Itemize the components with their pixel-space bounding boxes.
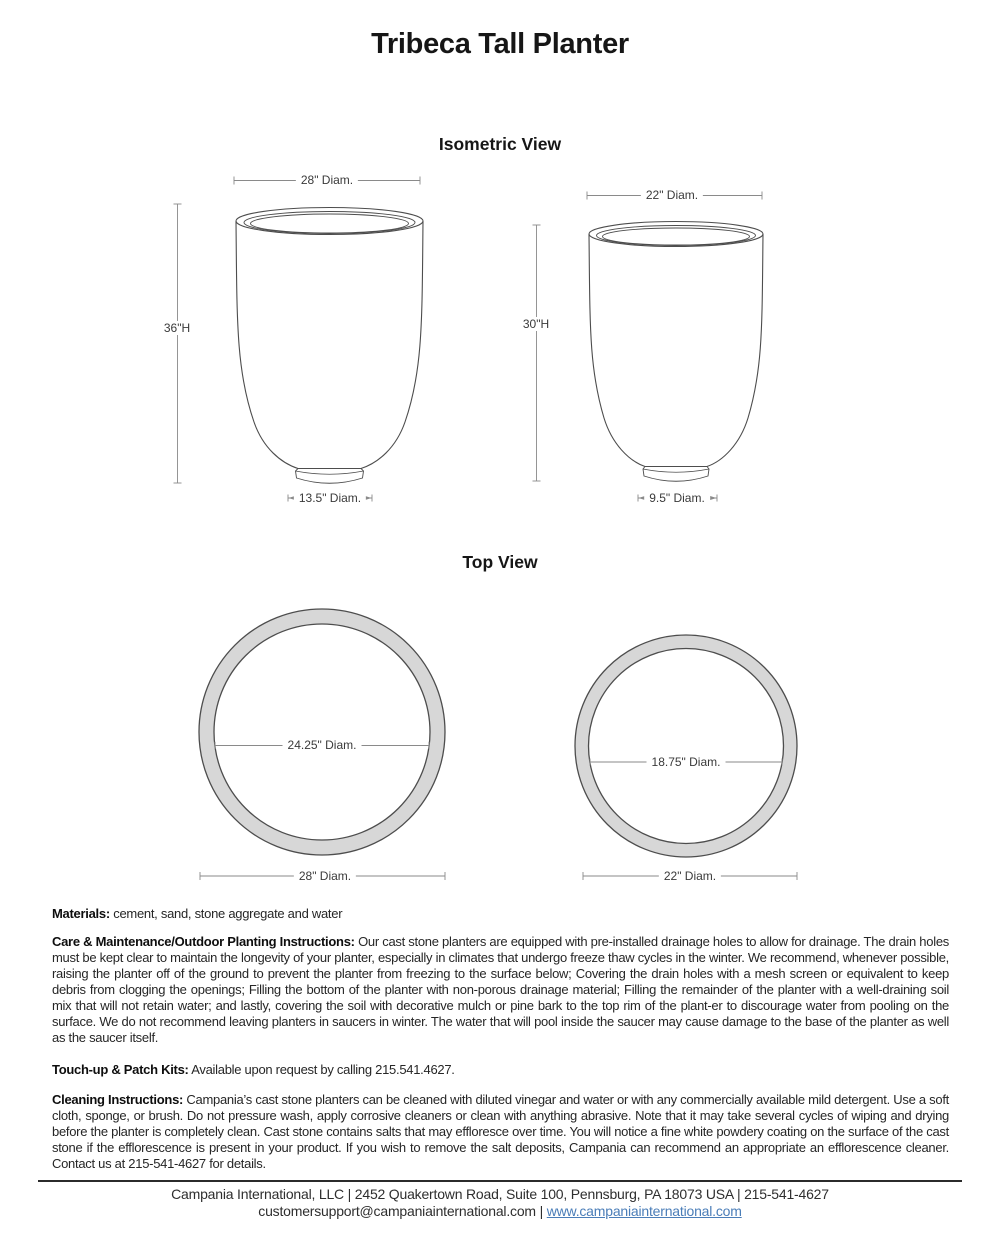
dim-label-small-outer-diameter: 22" Diam.: [659, 869, 721, 883]
small-planter-dimension-lines: [533, 192, 763, 502]
top-view-heading: Top View: [462, 552, 538, 572]
footer-company-line: Campania International, LLC | 2452 Quakertown Road, Suite 100, Pennsburg, PA 18073 USA | 215-541-4627: [171, 1186, 829, 1202]
cleaning-paragraph: [52, 1092, 949, 1172]
footer-separator: |: [539, 1203, 544, 1219]
dim-label-small-top-diameter: 22" Diam.: [641, 188, 703, 202]
dim-label-large-outer-diameter: 28" Diam.: [294, 869, 356, 883]
footer-website-link[interactable]: www.campaniainternational.com: [546, 1203, 742, 1219]
touchup-paragraph: [52, 1062, 949, 1078]
materials-paragraph: [52, 906, 949, 922]
touchup-label: Touch-up & Patch Kits:: [52, 1062, 189, 1077]
footer-email: customersupport@campaniainternational.com: [258, 1203, 536, 1219]
care-maintenance-text: Our cast stone planters are equipped with pre-installed drainage holes to allow for drainage. The drain holes must be kept clear to maintain the longevity of your planter, especially in climates that undergo freeze thaw cycles in the winter. We recommend, whenever possible, raising the planter off of the ground to prevent the planter from freezing to the surface below; Covering the drain holes with a mesh screen or equivalent to keep debris from clogging the openings; Filling the bottom of the planter with non-porous drainage material; Filling the remainder of the planter with a well-draining soil mix that will not retain water; and lastly, covering the soil with decorative mulch or pine bark to the top rim of the plant-er to discourage water from pooling on the surface. We do not recommend leaving planters in saucers in winter. The water that will pool inside the saucer may cause damage to the base of the planter as well as the saucer itself.: [52, 934, 949, 1045]
large-planter-drawing: [236, 208, 423, 484]
materials-label: Materials:: [52, 906, 110, 921]
dim-label-large-top-diameter: 28" Diam.: [296, 173, 358, 187]
large-planter-dimension-lines: [174, 177, 421, 502]
cleaning-text: Campania’s cast stone planters can be cleaned with diluted vinegar and water or with any commercially available mild detergent. Use a soft cloth, sponge, or brush. Do not pressure wash, apply corrosive cleaners or clean with anything abrasive. Note that it may take several cycles of wiping and drying before the planter is completely clean. Cast stone contains salts that may effloresce over time. You will notice a fine white powdery coating on the surface of the cast stone if the efflorescence is present in your product. If you wish to remove the salt deposits, Campania can recommend an appropriate an efflorescence cleaner. Contact us at 215-541-4627 for details.: [52, 1092, 949, 1171]
touchup-text: Available upon request by calling 215.541.4627.: [191, 1062, 455, 1077]
footer-divider: [38, 1180, 962, 1182]
care-maintenance-label: Care & Maintenance/Outdoor Planting Instructions:: [52, 934, 355, 949]
care-maintenance-paragraph: [52, 934, 949, 1046]
dim-label-large-inner-diameter: 24.25" Diam.: [283, 738, 362, 752]
cleaning-label: Cleaning Instructions:: [52, 1092, 184, 1107]
dim-label-small-height: 30"H: [518, 317, 554, 331]
isometric-view-heading: Isometric View: [438, 134, 562, 154]
dim-label-small-inner-diameter: 18.75" Diam.: [647, 755, 726, 769]
page-title: Tribeca Tall Planter: [371, 28, 629, 60]
small-planter-drawing: [589, 222, 763, 482]
dim-label-large-height: 36"H: [159, 321, 195, 335]
materials-text: cement, sand, stone aggregate and water: [113, 906, 343, 921]
dim-label-small-bottom-diameter: 9.5" Diam.: [644, 491, 710, 505]
footer-contact-line: [0, 1203, 1000, 1219]
dim-label-large-bottom-diameter: 13.5" Diam.: [294, 491, 366, 505]
